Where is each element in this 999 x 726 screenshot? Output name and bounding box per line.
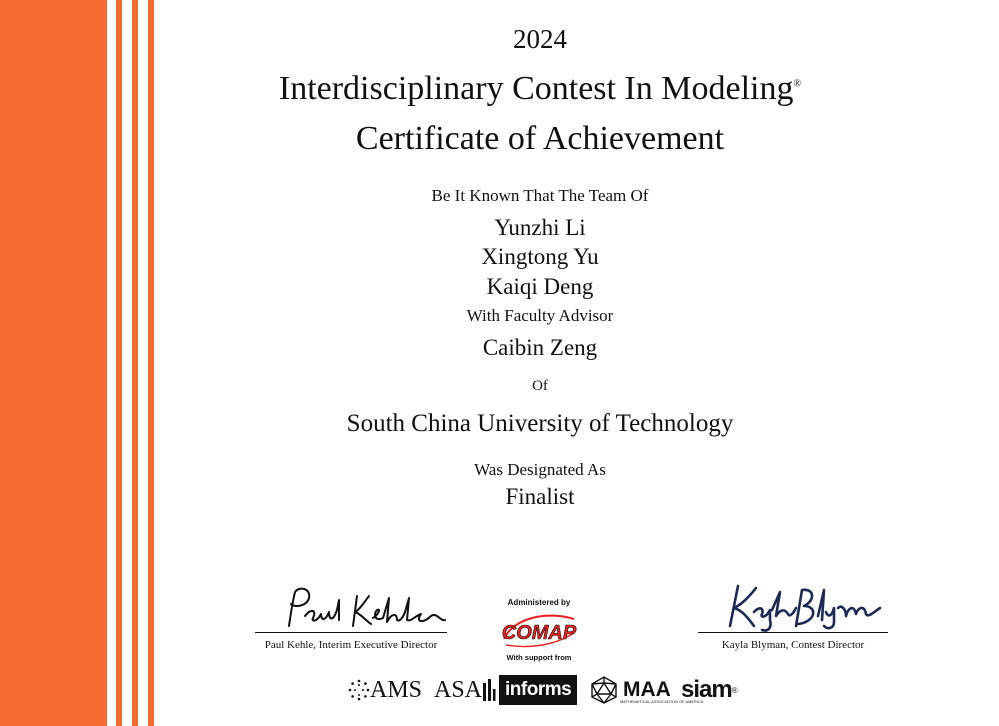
maa-logo-text: MAA (623, 678, 671, 701)
signature-line (255, 632, 447, 633)
border-stripe-wide (0, 0, 107, 726)
institution-name: South China University of Technology (346, 410, 734, 437)
comap-logo-text: COMAP (501, 622, 577, 644)
border-stripe-thin (148, 0, 154, 726)
certificate-title: Certificate of Achievement (355, 120, 725, 157)
informs-logo: informs (499, 675, 577, 705)
siam-logo-text: siam (681, 676, 732, 703)
siam-registered-mark: ® (731, 685, 737, 695)
handwritten-signature-paul-kehle (255, 582, 447, 632)
signature-line (698, 632, 888, 633)
support-label: With support from (506, 653, 572, 662)
signature-block-right (698, 582, 888, 651)
border-stripe-thin (132, 0, 138, 726)
asa-logo-text: ASA (434, 676, 483, 703)
signatory-caption: Paul Kehle, Interim Executive Director (264, 639, 438, 651)
comap-logo (500, 609, 578, 651)
ams-burst-icon (348, 679, 370, 701)
designation-label: Was Designated As (474, 460, 606, 479)
administrator-block (494, 598, 584, 662)
handwritten-signature-kayla-blyman (698, 582, 888, 632)
of-label: Of (532, 378, 548, 394)
sponsor-logo-row (348, 672, 768, 708)
administered-by-label: Administered by (507, 598, 571, 607)
advisor-name: Caibin Zeng (482, 335, 598, 360)
border-stripe-thin (116, 0, 122, 726)
contest-name-text: Interdisciplinary Contest In Modeling (278, 70, 794, 107)
certificate-year: 2024 (513, 24, 567, 54)
contest-name (240, 70, 840, 108)
maa-icosahedron-icon (589, 675, 619, 705)
signatory-caption: Kayla Blyman, Contest Director (721, 639, 865, 651)
signature-block-left (255, 582, 447, 651)
siam-logo (681, 672, 737, 708)
advisor-label: With Faculty Advisor (466, 306, 614, 325)
award-level: Finalist (505, 484, 575, 509)
ams-logo-text: AMS (370, 676, 423, 703)
ams-logo (348, 672, 422, 708)
team-member-name: Kaiqi Deng (486, 274, 594, 299)
registered-mark: ® (793, 78, 802, 90)
team-member-name: Xingtong Yu (481, 244, 599, 269)
team-member-name: Yunzhi Li (494, 215, 586, 240)
asa-bars-icon (482, 677, 496, 703)
maa-subtitle: MATHEMATICAL ASSOCIATION OF AMERICA (620, 700, 704, 704)
asa-logo (434, 672, 496, 708)
intro-text: Be It Known That The Team Of (431, 186, 649, 205)
